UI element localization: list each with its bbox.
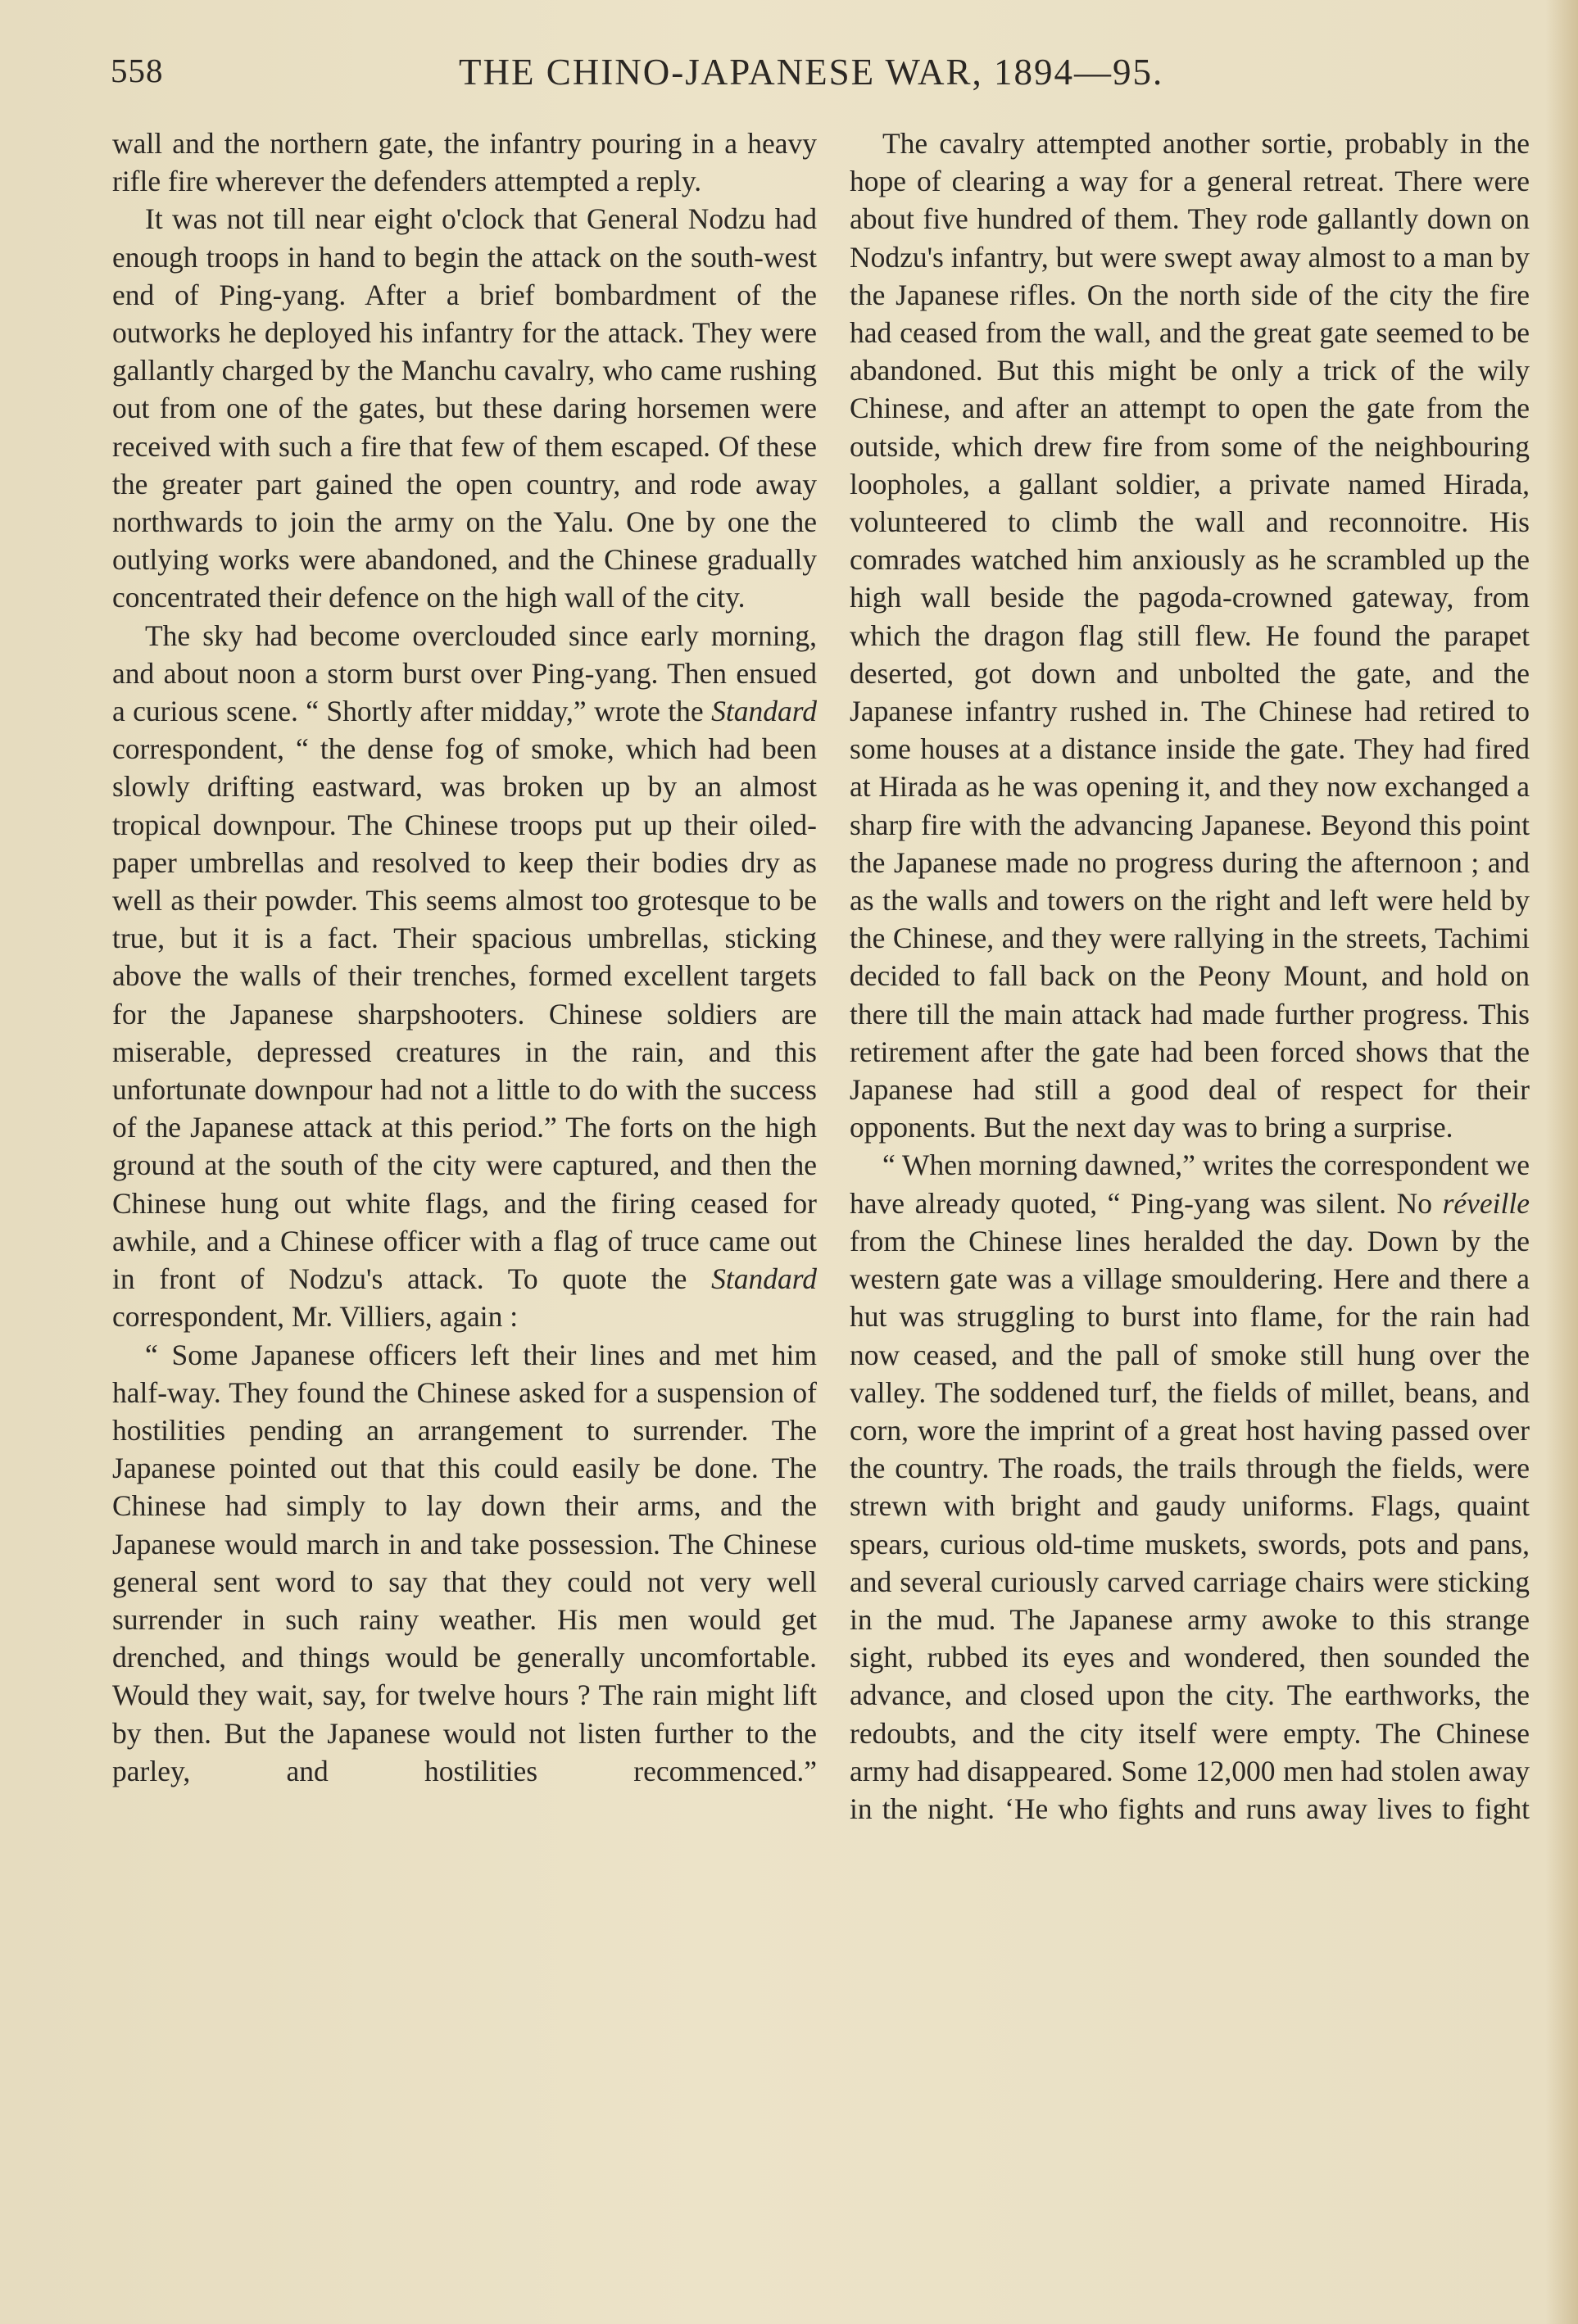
paragraph-cavalry-sortie: The cavalry attempted another sortie, probably in the hope of clearing a way for a general retreat. There were about five hundred of them. They rode gallantly down on Nodzu's infantry, but were swept away almost to a man by the Japanese rifles. On the north side of the city the fire had ceased from the wall, and the great gate seemed to be abandoned. But this might be only a trick of the wily Chinese, and after an attempt to open the gate from the outside, which drew fire from some of the neighbouring loopholes, a gallant soldier, a private named Hirada, volunteered to climb the wall and reconnoitre. His comrades watched him anxiously as he scrambled up the high wall beside the pagoda-crowned gateway, from which the dragon flag still flew. He found the parapet deserted, got down and unbolted the gate, and the Japanese infantry rushed in. The Chinese had retired to some houses at a distance inside the gate. They had fired at Hirada as he was opening it, and they now exchanged a sharp fire with the advancing Japanese. Beyond this point the Japanese made no progress during the afternoon ; and as the walls and towers on the right and left were held by the Chinese, and they were rallying in the streets, Tachimi decided to fall back on the Peony Mount, and hold on there till the main attack had made further progress. This retirement after the gate had been forced shows that the Japanese had still a good deal of respect for their opponents. But the next day was to bring a surprise. (850, 127, 1530, 1144)
text-run: “ When morning dawned,” writes the correspondent we have already quoted, “ Ping-yang was silent. No (850, 1148, 1530, 1220)
paragraph-villiers-quote: “ Some Japanese officers left their lines and met him half-way. They found the Chinese asked for a suspension of hostilities pending an arrangement to surrender. The Japanese pointed out that this could easily be done. The Chinese had simply to lay down their arms, and the Japanese would march in and take possession. The Chinese general sent word to say that they could not very well surrender in such rainy weather. His men would get drenched, and things would be generally uncomfortable. Would they wait, say, for twelve hours ? The rain might lift by then. But the Japanese would not listen further to the parley, and hostilities recommenced.” (112, 1338, 817, 1787)
text-run: from the Chinese lines heralded the day. Down by the western gate was a village smouldering. Here and there a hut was struggling to burst into flame, for the rain had now ceased, and the pall of smoke still hung over the valley. The soddened turf, the fields of millet, beans, and corn, wore the imprint of a great host having passed over the country. The roads, the trails through the fields, were strewn with bright and gaudy uniforms. Flags, quaint spears, curious old-time muskets, swords, pots and pans, and several curiously carved carriage chairs were sticking in the mud. The Japanese army awoke to this strange sight, rubbed its eyes and wondered, then sounded the advance, and closed upon the city. The earthworks, the redoubts, and the city itself were empty. The Chinese army had disappeared. Some 12,000 men had stolen away in the night. ‘He who fights and runs away lives to fight (850, 1224, 1530, 1825)
italic-standard: Standard (711, 695, 817, 728)
text-run: correspondent, Mr. Villiers, again : (112, 1300, 519, 1334)
page-edge-shadow (1545, 0, 1578, 2324)
text-run: correspondent, “ the dense fog of smoke, which had been slowly drifting eastward, was broken up by an almost tropical downpour. The Chinese troops put up their oiled-paper umbrellas and resolved to keep their bodies dry as well as their powder. This seems almost too grotesque to be true, but it is a fact. Their spacious umbrellas, sticking above the walls of their trenches, formed excellent targets for the Japanese sharpshooters. Chinese soldiers are miserable, depressed creatures in the rain, and this unfortunate downpour had not a little to do with the success of the Japanese attack at this period.” The forts on the high ground at the south of the city were captured, and then the Chinese hung out white flags, and the firing ceased for awhile, and a Chinese officer with a flag of truce came out in front of Nodzu's attack. To quote the (112, 732, 817, 1296)
right-column (850, 125, 1530, 1828)
italic-reveille: réveille (1442, 1186, 1530, 1220)
text-run: The sky had become overclouded since early morning, and about noon a storm burst over Ping-yang. Then ensued a curious scene. “ Shortly after midday,” wrote the (112, 618, 817, 728)
paragraph-continued: wall and the northern gate, the infantry pouring in a heavy rifle fire wherever the defenders attempted a reply. (112, 127, 817, 198)
paragraph-morning (850, 1146, 1530, 1828)
running-title: THE CHINO-JAPANESE WAR, 1894—95. (459, 52, 1164, 93)
page-header (0, 51, 1578, 108)
paragraph-storm (112, 617, 817, 1336)
page-number: 558 (111, 52, 164, 89)
italic-standard: Standard (711, 1262, 817, 1296)
paragraph-nodzu-attack: It was not till near eight o'clock that General Nodzu had enough troops in hand to begin the attack on the south-west end of Ping-yang. After a brief bombardment of the outworks he deployed his infantry for the attack. They were gallantly charged by the Manchu cavalry, who came rushing out from one of the gates, but these daring horsemen were received with such a fire that few of them escaped. Of these the greater part gained the open country, and rode away northwards to join the army on the Yalu. One by one the outlying works were abandoned, and the Chinese gradually concentrated their defence on the high wall of the city. (112, 202, 817, 614)
left-column (112, 125, 817, 1790)
